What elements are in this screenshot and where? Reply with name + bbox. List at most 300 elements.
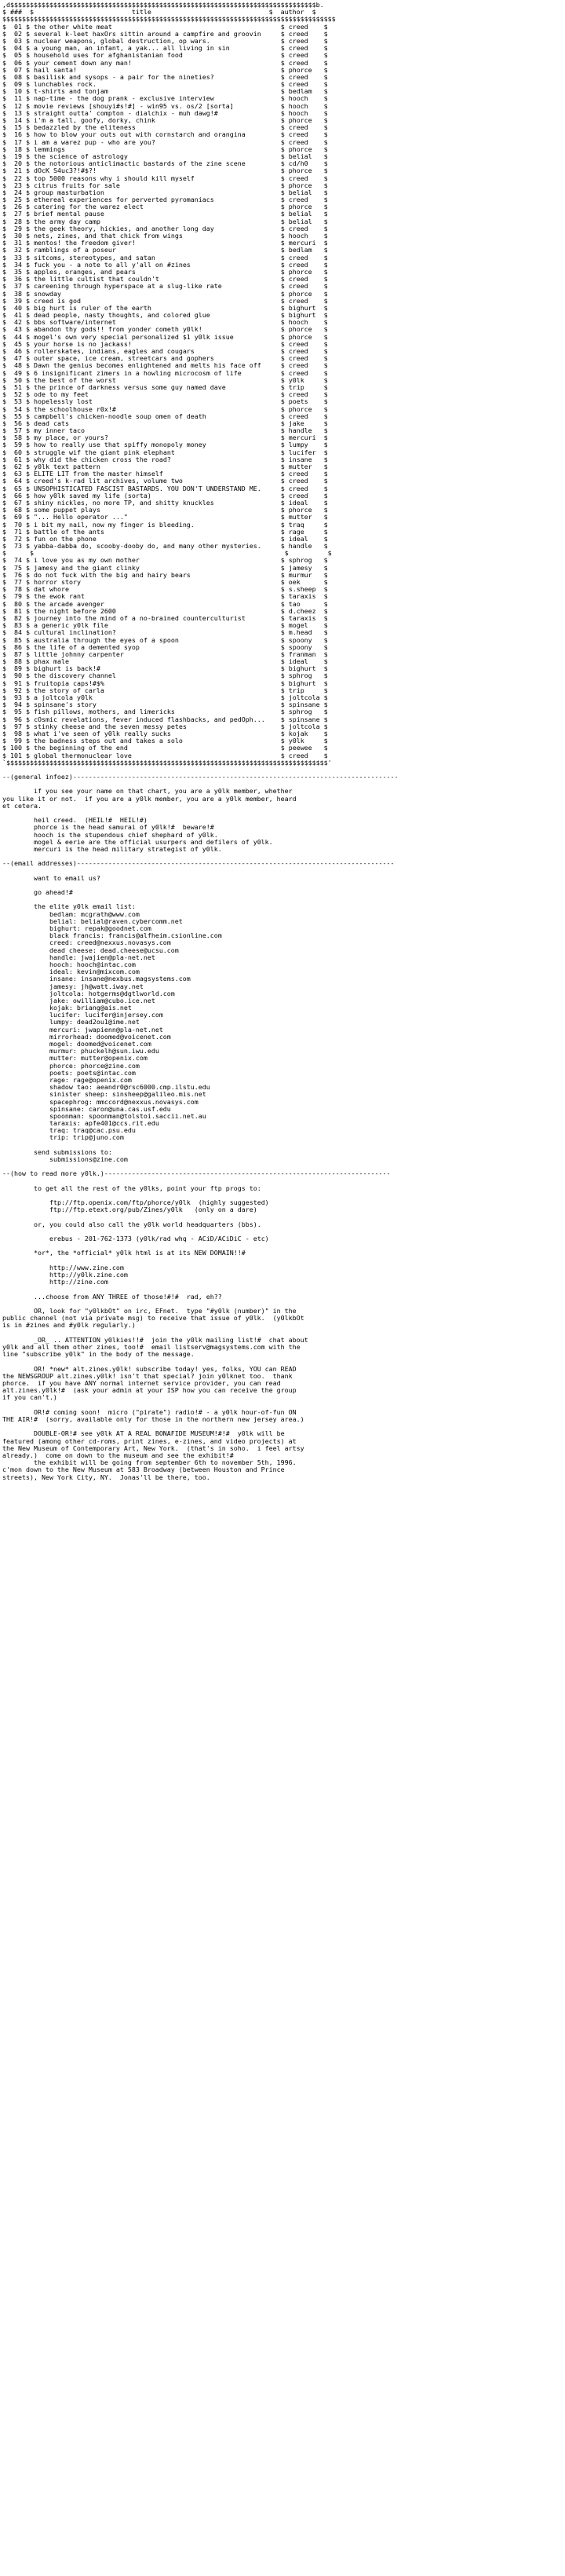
issue-row: $ 33 $ sitcoms, stereotypes, and satan $ creed $ [2, 254, 328, 262]
issue-author: creed [288, 124, 320, 132]
issue-title[interactable]: i love you as my own mother [34, 557, 277, 565]
issue-title[interactable]: why did the chicken cross the road? [34, 456, 277, 463]
issue-row: $ 04 $ a young man, an infant, a yak... all living in sin $ creed $ [2, 45, 328, 53]
email-entry[interactable] [2, 918, 563, 925]
email-entry[interactable] [2, 1055, 563, 1062]
issue-title[interactable]: "... Hello operator ..." [34, 514, 277, 521]
issue-title[interactable]: careening through hyperspace at a slug-like rate [34, 283, 277, 291]
issue-number: 98 [10, 730, 22, 737]
issue-number: 83 [10, 622, 22, 630]
issue-number: 78 [10, 586, 22, 594]
email-entry-text[interactable]: murmur: phuckelh@sun.iwu.edu [49, 1048, 159, 1056]
email-entry-text[interactable]: rage: rage@openix.com [49, 1076, 132, 1084]
issue-title[interactable]: fuck you - a note to all y'all on #zines [34, 261, 277, 269]
issue-title[interactable]: top 5000 reasons why i should kill myself [34, 174, 277, 182]
issue-title[interactable]: household uses for afghanistanian food [34, 52, 277, 60]
issue-title[interactable]: cOsmic revelations, fever induced flashbacks, and pedOph... [34, 715, 277, 723]
issue-title[interactable]: fruitopia caps!#$% [34, 679, 277, 687]
general-intro: if you see your name on that chart, you are a y0lk member, whether you like it or not. if you are a y0lk member, you are a y0lk member, heard et cetera. [2, 787, 297, 810]
url-link[interactable]: http://www.zine.com [49, 1264, 124, 1272]
issue-title[interactable]: 6 insignificant zimers in a howling microcosm of life [34, 369, 277, 377]
email-entry[interactable] [2, 1127, 563, 1134]
issue-title[interactable]: my inner taco [34, 427, 277, 435]
issue-number: 59 [10, 441, 22, 449]
email-entry-text[interactable]: belial: belial@raven.cybercomm.net [49, 917, 183, 925]
issue-title[interactable]: cultural inclination? [34, 629, 277, 637]
issue-title[interactable]: bbs software/internet [34, 319, 277, 327]
email-entry-text[interactable]: creed: creed@nexxus.novasys.com [49, 939, 171, 947]
issue-row: $ 25 $ ethereal experiences for perverted pyromaniacs $ creed $ [2, 196, 328, 204]
issue-author: d.cheez [288, 607, 320, 615]
email-entry[interactable] [2, 968, 563, 975]
issue-number: 76 [10, 571, 22, 579]
issue-author: bedlam [288, 88, 320, 96]
issue-title[interactable]: dOcK S4uc3?!#$?! [34, 167, 277, 175]
issue-number: 66 [10, 492, 22, 499]
issue-number: 71 [10, 528, 22, 536]
issue-title[interactable]: my place, or yours? [34, 434, 277, 442]
email-entry[interactable] [2, 939, 563, 946]
ftp-link-1[interactable]: ftp://ftp.openix.com/ftp/phorce/y0lk (highly suggested) [49, 1199, 269, 1207]
email-entry[interactable] [2, 1106, 563, 1113]
issue-row: $ 98 $ what i've seen of y0lk really sucks $ kojak $ [2, 730, 328, 737]
issue-title[interactable]: how y0lk saved my life (sorta) [34, 492, 277, 499]
issue-title[interactable]: the notorious anticlimactic bastards of the zine scene [34, 160, 277, 168]
issue-number: 82 [10, 614, 22, 622]
email-want: want to email us? [33, 874, 100, 882]
issue-title[interactable]: lemmings [34, 145, 277, 153]
ftp-intro: to get all the rest of the y0lks, point your ftp progs to: [33, 1184, 261, 1192]
issue-title[interactable]: the schoolhouse r0x!# [34, 405, 277, 413]
email-entry-text[interactable]: kojak: briang@ais.net [49, 1004, 132, 1012]
issue-title[interactable]: ramblings of a poseur [34, 247, 277, 254]
issue-title[interactable]: dead cats [34, 419, 277, 427]
issue-title[interactable]: mentos! the freedom giver! [34, 240, 277, 247]
issue-author: creed [288, 254, 320, 262]
email-entry-text[interactable]: lumpy: dead2ou1@ime.net [49, 1019, 140, 1026]
issue-author: jamesy [288, 564, 320, 572]
role-text: mercuri is the head military strategist of y0lk. [33, 845, 222, 853]
issue-title[interactable]: dead people, nasty thoughts, and colored glue [34, 312, 277, 320]
issue-row: $ 59 $ how to really use that spiffy monopoly money $ lumpy $ [2, 441, 328, 449]
issue-title[interactable]: a young man, an infant, a yak... all living in sin [34, 45, 277, 53]
issue-author: handle [288, 427, 320, 435]
email-entry[interactable] [2, 1120, 563, 1127]
issue-row: $ 75 $ jamesy and the giant clinky $ jamesy $ [2, 564, 328, 572]
issue-author: creed [288, 297, 320, 305]
url-entry[interactable] [2, 1272, 563, 1279]
email-entry-text[interactable]: shadow tao: aeandr0@rsc6000.cmp.ilstu.edu [49, 1084, 210, 1092]
email-entry-text[interactable]: spinsane: caron@una.cas.usf.edu [49, 1105, 171, 1113]
issue-title[interactable]: straight outta' compton - dialchix - muh dawg!# [34, 109, 277, 117]
issue-title[interactable]: little johnny carpenter [34, 650, 277, 658]
issue-title[interactable]: movie reviews [shouyi#s!#] - win95 vs. os/2 [sorta] [34, 102, 277, 110]
email-entry[interactable] [2, 990, 563, 997]
issue-number: 04 [10, 45, 22, 53]
issue-title[interactable]: ELITE LIT from the master himself [34, 470, 277, 478]
issue-title[interactable]: lunchables rock. [34, 81, 277, 89]
issue-number: 92 [10, 686, 22, 694]
issue-row: $ 47 $ outer space, ice cream, streetcars and gophers $ creed $ [2, 355, 328, 363]
email-entry[interactable] [2, 1034, 563, 1041]
issue-number: 97 [10, 723, 22, 730]
issue-row: $ 08 $ basilisk and sysops - a pair for the nineties? $ creed $ [2, 73, 328, 81]
email-entry[interactable] [2, 911, 563, 918]
issue-row: $ 73 $ yabba-dabba do, scooby-dooby do, and many other mysteries. $ handle $ [2, 543, 328, 551]
issue-title[interactable]: fun on the phone [34, 535, 277, 543]
email-entry[interactable] [2, 1048, 563, 1055]
issue-title[interactable]: UNSOPHISTICATED FASCIST BASTARDS. YOU DON'T UNDERSTAND ME. [34, 485, 277, 492]
issue-title[interactable]: stinky cheese and the seven messy petes [34, 723, 277, 730]
issue-title[interactable]: hopelessly lost [34, 398, 277, 406]
issue-number: 10 [10, 88, 22, 96]
issue-title[interactable]: shiny nickles, no more TP, and shitty knuckles [34, 499, 277, 507]
issue-title[interactable]: struggle wif the giant pink elephant [34, 448, 277, 456]
issue-title[interactable]: outer space, ice cream, streetcars and gophers [34, 355, 277, 363]
issue-title[interactable]: your cement down any man! [34, 59, 277, 67]
email-entry[interactable] [2, 1026, 563, 1034]
issue-author: jake [288, 419, 320, 427]
issue-author: creed [288, 348, 320, 355]
issue-row: $ 99 $ the badness steps out and takes a solo $ y0lk $ [2, 737, 328, 745]
email-entry[interactable] [2, 1077, 563, 1084]
issue-number: 40 [10, 304, 22, 312]
issue-title[interactable]: a joltcola y0lk [34, 694, 277, 701]
issue-row: $ 46 $ rollerskates, indians, eagles and cougars $ creed $ [2, 348, 328, 355]
issue-author: creed [288, 59, 320, 67]
issue-number: 28 [10, 218, 22, 225]
issue-row: $ 16 $ how to blow your outs out with cornstarch and orangina $ creed $ [2, 131, 328, 139]
issue-title[interactable]: what i've seen of y0lk really sucks [34, 730, 277, 737]
issue-number: 45 [10, 340, 22, 348]
issue-title[interactable]: the science of astrology [34, 152, 277, 160]
issue-number: 54 [10, 405, 22, 413]
issue-title[interactable]: the badness steps out and takes a solo [34, 737, 277, 745]
issue-title[interactable]: nuclear weapons, global destruction, op wars. [34, 37, 277, 45]
email-entry[interactable] [2, 1084, 563, 1091]
issue-author: creed [288, 174, 320, 182]
table-top-border: ,d$$$$$$$$$$$$$$$$$$$$$$$$$$$$$$$$$$$$$$$$$$$$$$$$$$$$$$$$$$$$$$$$$$$$$$$$$$$$$$b. [2, 2, 324, 9]
issue-author: sphrog [288, 672, 320, 680]
email-entry-text[interactable]: spoonman: spoonman@tolstoi.saccii.net.au [49, 1112, 206, 1120]
issue-author: rage [288, 528, 320, 536]
email-entry[interactable] [2, 947, 563, 954]
issue-list [2, 24, 563, 759]
email-entry-text[interactable]: taraxis: apfe401@ccs.rit.edu [49, 1120, 159, 1128]
issue-title[interactable]: the arcade avenger [34, 600, 277, 608]
issue-title[interactable]: t-shirts and tonjam [34, 88, 277, 96]
issue-number: 58 [10, 434, 22, 442]
issue-title[interactable]: i'm a tall, goofy, dorky, chink [34, 117, 277, 124]
issue-number: 33 [10, 254, 22, 262]
issue-row: $ 100 $ the beginning of the end $ peewee $ [2, 745, 328, 752]
issue-number: 81 [10, 607, 22, 615]
issue-number: 80 [10, 600, 22, 608]
email-entry-text[interactable]: mercuri: jwapienn@pla-net.net [49, 1026, 163, 1034]
email-entry[interactable] [2, 1091, 563, 1098]
email-entry-text[interactable]: lucifer: lucifer@injersey.com [49, 1012, 163, 1019]
issue-row: $ 07 $ hail santa! $ phorce $ [2, 66, 328, 74]
email-entry-text[interactable]: ideal: kevin@mixcom.com [49, 968, 140, 976]
issue-row: $ 83 $ a generic y0lk file $ mogel $ [2, 622, 328, 630]
email-entry-text[interactable]: sinister sheep: sinsheep@galileo.mis.net [49, 1091, 206, 1099]
issue-title[interactable]: how to blow your outs out with cornstarch and orangina [34, 131, 277, 139]
issue-title[interactable]: australia through the eyes of a spoon [34, 636, 277, 644]
issue-title[interactable]: spinsane's story [34, 701, 277, 709]
issue-row: $ 88 $ phax male $ ideal $ [2, 658, 328, 666]
email-entry-text[interactable]: trip: trip@juno.com [49, 1134, 124, 1142]
email-entry-text[interactable]: traq: traq@cac.psu.edu [49, 1127, 136, 1135]
issue-title[interactable]: Dawn the genius becomes enlightened and melts his face off [34, 362, 277, 370]
hq-intro: or, you could also call the y0lk world headquarters (bbs). [33, 1220, 261, 1228]
issue-author: creed [288, 391, 320, 399]
issue-number: 72 [10, 535, 22, 543]
issue-row: $ 39 $ creed is god $ creed $ [2, 297, 328, 305]
issue-title[interactable]: hail santa! [34, 66, 277, 74]
issue-author: creed [288, 23, 320, 31]
email-entry-text[interactable]: spacephrog: mmccord@nexxus.novasys.com [49, 1098, 199, 1106]
issue-author: creed [288, 30, 320, 38]
issue-row: $ 13 $ straight outta' compton - dialchix - muh dawg!# $ hooch $ [2, 109, 328, 117]
issue-title[interactable]: phax male [34, 658, 277, 666]
issue-number: 16 [10, 131, 22, 139]
email-entry[interactable] [2, 997, 563, 1004]
email-entry[interactable] [2, 1134, 563, 1141]
issue-row: $ 24 $ group masturbation $ belial $ [2, 188, 328, 196]
issue-row: $ 101 $ global thermonuclear love $ creed $ [2, 752, 328, 759]
issue-title[interactable]: the little cultist that couldn't [34, 276, 277, 284]
issue-title[interactable]: creed is god [34, 297, 277, 305]
email-entry[interactable] [2, 1070, 563, 1077]
email-entry-text[interactable]: jake: owilliam@cubo.ice.net [49, 997, 155, 1004]
issue-title[interactable]: rollerskates, indians, eagles and cougars [34, 348, 277, 355]
issue-number: 26 [10, 203, 22, 211]
issue-number: 15 [10, 124, 22, 132]
issue-title[interactable]: bedazzled by the eliteness [34, 124, 277, 132]
issue-row: $ 80 $ the arcade avenger $ tao $ [2, 600, 328, 608]
issue-row: $ 38 $ snowday $ phorce $ [2, 290, 328, 298]
issue-title[interactable]: group masturbation [34, 188, 277, 196]
issue-title[interactable]: the other white meat [34, 23, 277, 31]
email-entry[interactable] [2, 1099, 563, 1106]
issue-title[interactable]: fish pillows, mothers, and limericks [34, 708, 277, 716]
url-entry[interactable] [2, 1264, 563, 1272]
issue-title[interactable]: dat whore [34, 586, 277, 594]
issue-row: $ 82 $ journey into the mind of a no-brained counterculturist $ taraxis $ [2, 614, 328, 622]
issue-number: 61 [10, 456, 22, 463]
issue-number: 79 [10, 593, 22, 601]
issue-title[interactable]: the discovery channel [34, 672, 277, 680]
issue-title[interactable]: i bit my nail, now my finger is bleeding. [34, 521, 277, 529]
role-text: mogel & eerie are the official usurpers and defilers of y0lk. [33, 838, 273, 846]
email-entry-text[interactable]: phorce: phorce@zine.com [49, 1062, 140, 1070]
issue-title[interactable]: a generic y0lk file [34, 622, 277, 630]
issue-title[interactable]: brief mental pause [34, 210, 277, 218]
email-entry[interactable] [2, 1004, 563, 1012]
issue-number: 68 [10, 507, 22, 514]
issue-author: phorce [288, 326, 320, 334]
url-entry[interactable] [2, 1279, 563, 1286]
email-entry[interactable] [2, 925, 563, 932]
email-entry[interactable] [2, 954, 563, 961]
issue-row: $ 52 $ ode to my feet $ creed $ [2, 391, 328, 399]
email-entry[interactable] [2, 961, 563, 968]
issue-author: creed [288, 52, 320, 60]
issue-number: 09 [10, 81, 22, 89]
issue-author: murmur [288, 571, 320, 579]
issue-title[interactable]: journey into the mind of a no-brained counterculturist [34, 614, 277, 622]
issue-author: mercuri [288, 434, 320, 442]
send-submissions: send submissions to: [33, 1148, 112, 1156]
issue-number: 49 [10, 369, 22, 377]
issue-title[interactable]: y0lk text pattern [34, 463, 277, 470]
email-entry-text[interactable]: bighurt: repak@goodnet.com [49, 925, 151, 933]
email-entry[interactable] [2, 975, 563, 982]
issue-row: $ 21 $ dOcK S4uc3?!#$?! $ phorce $ [2, 167, 328, 175]
roles-list [2, 817, 563, 853]
issue-title[interactable]: some puppet plays [34, 507, 277, 514]
issue-author: tao [288, 600, 320, 608]
issue-title[interactable]: nets, zines, and that chick from wings [34, 232, 277, 240]
issue-author: hooch [288, 109, 320, 117]
send-address [2, 1156, 563, 1163]
issue-title[interactable]: sitcoms, stereotypes, and satan [34, 254, 277, 262]
email-entry-text[interactable]: jamesy: jh@watt.iway.net [49, 982, 144, 990]
issue-row: $ 66 $ how y0lk saved my life (sorta) $ creed $ [2, 492, 328, 499]
issue-author: creed [288, 485, 320, 492]
url-link[interactable]: http://y0lk.zine.com [49, 1272, 128, 1279]
issue-title[interactable]: the life of a demented syop [34, 643, 277, 651]
issue-title[interactable]: citrus fruits for sale [34, 181, 277, 189]
issue-row: $ 70 $ i bit my nail, now my finger is bleeding. $ traq $ [2, 521, 328, 529]
issue-title[interactable]: ode to my feet [34, 391, 277, 399]
issue-title[interactable]: snowday [34, 290, 277, 298]
email-entry-text[interactable]: bedlam: mcgrath@www.com [49, 910, 140, 918]
irc-info: OR, look for "y0lkbOt" on irc, EFnet. type "#y0lk (number)" in the public channel (not via private msg) to receive that issue of y0lk. (y0lkbOt is in #zines and #y0lk regularly.) [2, 1306, 304, 1330]
issue-author: hooch [288, 95, 320, 103]
issue-row: $ 15 $ bedazzled by the eliteness $ creed $ [2, 124, 328, 132]
issue-row: $ 69 $ "... Hello operator ..." $ mutter $ [2, 514, 328, 521]
issue-title[interactable]: mogel's own very special personalized $1 y0lk issue [34, 333, 277, 341]
email-entry[interactable] [2, 1063, 563, 1070]
issue-title[interactable]: creed's k-rad lit archives, volume two [34, 478, 277, 485]
email-entry-text[interactable]: mirrorhead: doomed@voicenet.com [49, 1033, 171, 1041]
email-entry-text[interactable]: poets: poets@intac.com [49, 1069, 136, 1077]
issue-number: 53 [10, 398, 22, 406]
issue-title[interactable]: the night before 2600 [34, 607, 277, 615]
issue-row: $ 35 $ apples, oranges, and pears $ phorce $ [2, 268, 328, 276]
section-heading-general: --(general infoez)----------------------------------------------------------------------------------- [2, 774, 399, 781]
issue-title[interactable]: jamesy and the giant clinky [34, 564, 277, 572]
issue-title[interactable]: horror story [34, 579, 277, 586]
email-entry-text[interactable]: mogel: doomed@voicenet.com [49, 1041, 151, 1048]
issue-title[interactable]: the prince of darkness versus some guy named dave [34, 383, 277, 391]
issue-title[interactable]: i am a warez pup - who are you? [34, 138, 277, 146]
issue-author: creed [288, 37, 320, 45]
issue-number: 51 [10, 383, 22, 391]
issue-row: $ 90 $ the discovery channel $ sphrog $ [2, 672, 328, 680]
issue-title[interactable]: the geek theory, hickies, and another long day [34, 225, 277, 232]
issue-author: bighurt [288, 312, 320, 320]
email-entry-text[interactable]: dead cheese: dead.cheese@ucsu.com [49, 946, 179, 954]
email-entry-text[interactable]: handle: jwajien@pla-net.net [49, 953, 155, 961]
issue-title[interactable]: apples, oranges, and pears [34, 268, 277, 276]
issue-title[interactable]: several k-leet haxOrs sittin around a campfire and groovin [34, 30, 277, 38]
issue-title[interactable]: basilisk and sysops - a pair for the nineties? [34, 73, 277, 81]
email-entry[interactable] [2, 1041, 563, 1048]
ftp-link-2[interactable]: ftp://ftp.etext.org/pub/Zines/y0lk (only on a dare) [49, 1206, 257, 1214]
issue-author: bedlam [288, 247, 320, 254]
issue-author: creed [288, 196, 320, 204]
issue-title[interactable]: campbell's chicken-noodle soup omen of death [34, 412, 277, 420]
issue-row: $ 45 $ your horse is no jackass! $ creed $ [2, 340, 328, 348]
email-entry[interactable] [2, 983, 563, 990]
issue-title[interactable]: yabba-dabba do, scooby-dooby do, and many other mysteries. [34, 543, 277, 551]
issue-number: 85 [10, 636, 22, 644]
email-entry-text[interactable]: mutter: mutter@openix.com [49, 1055, 148, 1063]
issue-title[interactable]: bighurt is back!# [34, 665, 277, 673]
email-entry[interactable] [2, 1012, 563, 1019]
issue-row: $ 40 $ big hurt is ruler of the earth $ bighurt $ [2, 304, 328, 312]
issue-title[interactable]: battle of the ants [34, 528, 277, 536]
issue-row: $ 17 $ i am a warez pup - who are you? $ creed $ [2, 138, 328, 146]
issue-title[interactable]: the army day camp [34, 218, 277, 225]
issue-row: $ 96 $ cOsmic revelations, fever induced flashbacks, and pedOph... $ spinsane $ [2, 715, 328, 723]
issue-title[interactable]: nap-time - the dog prank - exclusive interview [34, 95, 277, 103]
issue-title[interactable]: how to really use that spiffy monopoly money [34, 441, 277, 449]
issue-title[interactable]: the best of the worst [34, 376, 277, 384]
role-text: heil creed. (HEIL!# HEIL!#) [33, 817, 148, 825]
issue-number: 42 [10, 319, 22, 327]
issue-title[interactable]: the story of carla [34, 686, 277, 694]
issue-author: sphrog [288, 557, 320, 565]
issue-number: 29 [10, 225, 22, 232]
issue-author: ideal [288, 658, 320, 666]
email-entry-text[interactable]: joltcola: hotgerms@dgtlworld.com [49, 990, 175, 997]
email-entry-text[interactable]: black francis: francis@alfheim.csionline.com [49, 932, 222, 940]
issue-row: $ 91 $ fruitopia caps!#$% $ bighurt $ [2, 679, 328, 687]
issue-title[interactable]: do not fuck with the big and hairy bears [34, 571, 277, 579]
url-link[interactable]: http://zine.com [49, 1279, 108, 1286]
issue-title[interactable]: big hurt is ruler of the earth [34, 304, 277, 312]
section-heading-email: --(email addresses)--------------------------------------------------------------------------------- [2, 860, 395, 868]
email-entry[interactable] [2, 1113, 563, 1120]
email-entry-text[interactable]: insane: insane@nexbus.magsystems.com [49, 975, 191, 983]
issue-title[interactable]: the ewok rant [34, 593, 277, 601]
table-column-header: $ ### $ title $ author $ [2, 9, 316, 16]
issue-number: 19 [10, 152, 22, 160]
issue-number: 36 [10, 276, 22, 284]
issue-row: $ 37 $ careening through hyperspace at a slug-like rate $ creed $ [2, 283, 328, 291]
email-entry[interactable] [2, 932, 563, 939]
issue-author: lumpy [288, 441, 320, 449]
section-heading-howto: --(how to read more y0lk.)------------------------------------------------------------------------- [2, 1170, 391, 1178]
issue-title[interactable]: global thermonuclear love [34, 752, 277, 759]
issue-title[interactable]: abandon thy gods!! from yonder cometh y0lk! [34, 326, 277, 334]
issue-title[interactable]: catering for the warez elect [34, 203, 277, 211]
issue-number: 12 [10, 102, 22, 110]
issue-author: bighurt [288, 679, 320, 687]
submissions-email-link[interactable]: submissions@zine.com [49, 1156, 128, 1164]
email-entry-text[interactable]: hooch: hooch@intac.com [49, 961, 136, 968]
issue-title[interactable]: ethereal experiences for perverted pyromaniacs [34, 196, 277, 204]
email-entry[interactable] [2, 1019, 563, 1026]
issue-author: creed [288, 45, 320, 53]
issue-title[interactable]: the beginning of the end [34, 745, 277, 752]
issue-number: 96 [10, 715, 22, 723]
role-text: hooch is the stupendous chief shephard of y0lk. [33, 831, 218, 839]
issue-title[interactable]: your horse is no jackass! [34, 340, 277, 348]
